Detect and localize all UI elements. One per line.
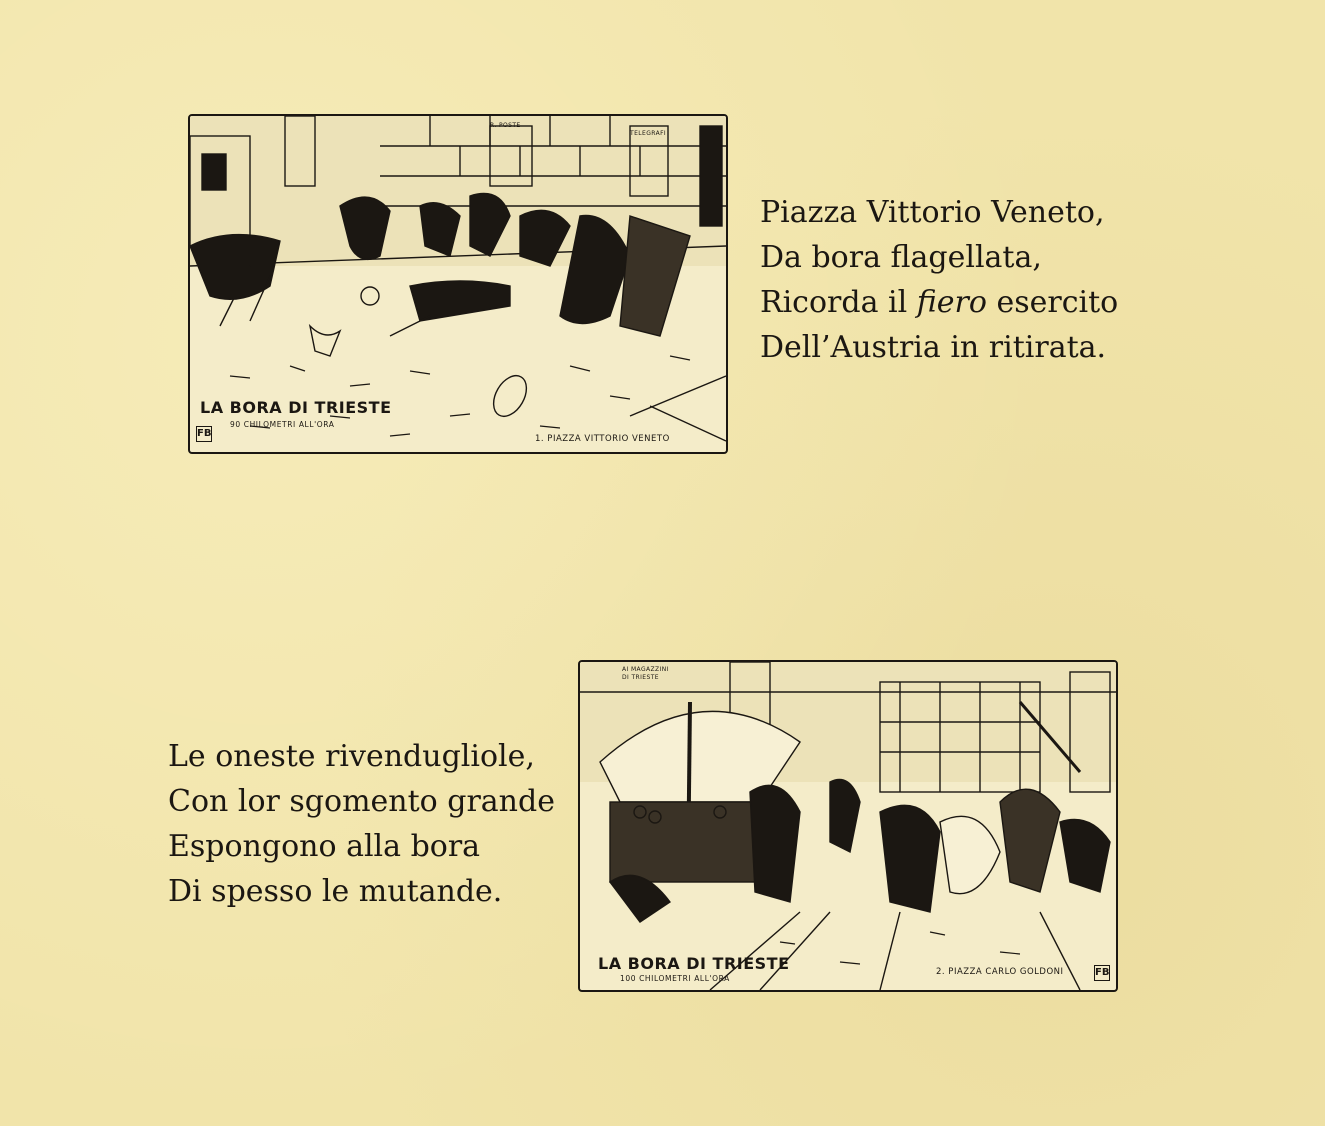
poem-text: Ricorda il	[760, 285, 917, 320]
sign-telegrafi: TELEGRAFI	[630, 130, 667, 137]
illustration-title: LA BORA DI TRIESTE	[200, 398, 392, 417]
monogram: FB	[1094, 965, 1110, 981]
poem-line: Con lor sgomento grande	[168, 784, 555, 819]
illustration-piazza-vittorio-veneto	[188, 114, 728, 454]
poem-line: Dell’Austria in ritirata.	[760, 330, 1107, 365]
poem-line	[760, 280, 1118, 325]
illustration-subtitle: 100 CHILOMETRI ALL'ORA	[620, 974, 730, 983]
poem-stanza-1	[760, 190, 1118, 370]
illustration-caption: 2. PIAZZA CARLO GOLDONI	[936, 967, 1064, 977]
poem-text: esercito	[986, 285, 1119, 320]
poem-line: Da bora flagellata,	[760, 240, 1042, 275]
poem-line: Espongono alla bora	[168, 829, 481, 864]
poem-line: Piazza Vittorio Veneto,	[760, 195, 1105, 230]
sign-poste: R. POSTE	[490, 122, 521, 129]
sign-magazzini: AI MAGAZZINI	[622, 666, 669, 673]
illustration-title: LA BORA DI TRIESTE	[598, 954, 790, 973]
poem-line: Le oneste rivendugliole,	[168, 739, 535, 774]
sign-trieste: DI TRIESTE	[622, 674, 659, 681]
illustration-caption: 1. PIAZZA VITTORIO VENETO	[535, 434, 670, 444]
illustration-piazza-carlo-goldoni	[578, 660, 1118, 992]
monogram: FB	[196, 426, 212, 442]
poem-italic-word: fiero	[916, 285, 987, 320]
market-scene-drawing	[580, 662, 1116, 990]
illustration-subtitle: 90 CHILOMETRI ALL'ORA	[230, 420, 335, 429]
poem-line: Di spesso le mutande.	[168, 874, 503, 909]
poem-stanza-2	[168, 734, 555, 914]
